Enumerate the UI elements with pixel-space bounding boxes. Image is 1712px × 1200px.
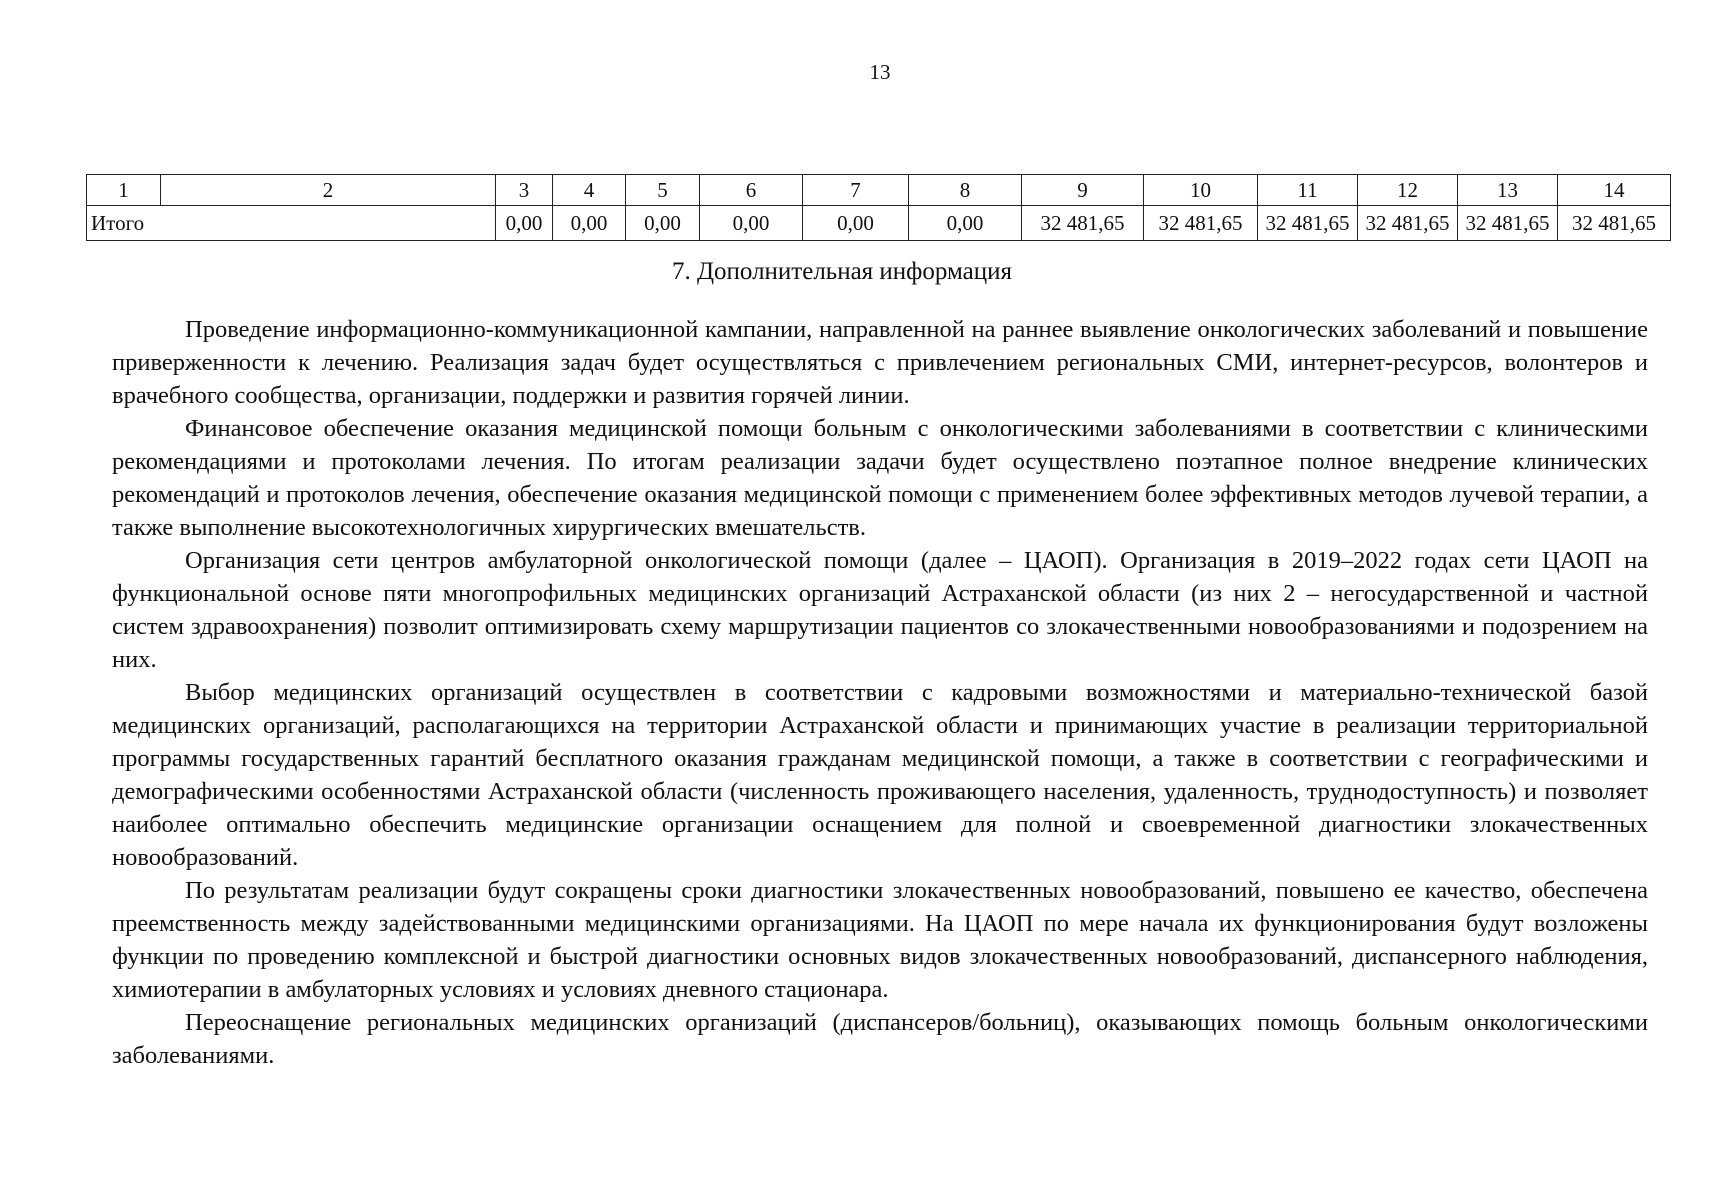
column-number: 10 bbox=[1144, 175, 1258, 206]
paragraph: Переоснащение региональных медицинских организаций (диспансеров/больниц), оказывающих помощь больным онкологическими заболеваниями. bbox=[112, 1009, 1648, 1069]
column-number: 12 bbox=[1358, 175, 1458, 206]
column-number: 4 bbox=[553, 175, 626, 206]
column-number: 13 bbox=[1458, 175, 1558, 206]
total-value: 0,00 bbox=[553, 206, 626, 241]
column-number: 11 bbox=[1258, 175, 1358, 206]
page-number: 13 bbox=[869, 60, 891, 84]
column-number: 6 bbox=[700, 175, 803, 206]
column-number: 3 bbox=[496, 175, 553, 206]
total-label: Итого bbox=[87, 206, 496, 241]
section-body bbox=[112, 313, 1648, 1072]
total-value: 0,00 bbox=[700, 206, 803, 241]
total-value: 0,00 bbox=[626, 206, 700, 241]
column-number: 8 bbox=[909, 175, 1022, 206]
total-value: 32 481,65 bbox=[1558, 206, 1671, 241]
table-total-row bbox=[87, 206, 1671, 241]
paragraph: Проведение информационно-коммуникационной кампании, направленной на раннее выявление онкологических заболеваний и повышение приверженности к лечению. Реализация задач будет осуществляться с привлечением региональных СМИ, интернет-ресурсов, волонтеров и врачебного сообщества, организации, поддержки и развития горячей линии. bbox=[112, 316, 1648, 409]
budget-table bbox=[86, 174, 1671, 241]
column-number: 2 bbox=[161, 175, 496, 206]
paragraph: Выбор медицинских организаций осуществлен в соответствии с кадровыми возможностями и материально-технической базой медицинских организаций, располагающихся на территории Астраханской области и принимающих участие в реализации территориальной программы государственных гарантий бесплатного оказания гражданам медицинской помощи, а также в соответствии с географическими и демографическими особенностями Астраханской области (численность проживающего населения, удаленность, труднодоступность) и позволяет наиболее оптимально обеспечить медицинские организации оснащением для полной и своевременной диагностики злокачественных новообразований. bbox=[112, 679, 1648, 871]
total-value: 32 481,65 bbox=[1258, 206, 1358, 241]
column-number: 1 bbox=[87, 175, 161, 206]
paragraph: Финансовое обеспечение оказания медицинской помощи больным с онкологическими заболеваниями в соответствии с клиническими рекомендациями и протоколами лечения. По итогам реализации задачи будет осуществлено поэтапное полное внедрение клинических рекомендаций и протоколов лечения, обеспечение оказания медицинской помощи с применением более эффективных методов лучевой терапии, а также выполнение высокотехнологичных хирургических вмешательств. bbox=[112, 415, 1648, 541]
column-number: 7 bbox=[803, 175, 909, 206]
total-value: 0,00 bbox=[803, 206, 909, 241]
paragraph: Организация сети центров амбулаторной онкологической помощи (далее – ЦАОП). Организация в 2019–2022 годах сети ЦАОП на функциональной основе пяти многопрофильных медицинских организаций Астраханской области (из них 2 – негосударственной и частной систем здравоохранения) позволит оптимизировать схему маршрутизации пациентов со злокачественными новообразованиями и подозрением на них. bbox=[112, 547, 1648, 673]
column-number: 9 bbox=[1022, 175, 1144, 206]
section-title: 7. Дополнительная информация bbox=[671, 258, 1013, 285]
total-value: 32 481,65 bbox=[1022, 206, 1144, 241]
column-number: 5 bbox=[626, 175, 700, 206]
total-value: 32 481,65 bbox=[1358, 206, 1458, 241]
total-value: 32 481,65 bbox=[1144, 206, 1258, 241]
column-number: 14 bbox=[1558, 175, 1671, 206]
table-header-row bbox=[87, 175, 1671, 206]
total-value: 32 481,65 bbox=[1458, 206, 1558, 241]
total-value: 0,00 bbox=[909, 206, 1022, 241]
total-value: 0,00 bbox=[496, 206, 553, 241]
paragraph: По результатам реализации будут сокращены сроки диагностики злокачественных новообразований, повышено ее качество, обеспечена преемственность между задействованными медицинскими организациями. На ЦАОП по мере начала их функционирования будут возложены функции по проведению комплексной и быстрой диагностики основных видов злокачественных новообразований, диспансерного наблюдения, химиотерапии в амбулаторных условиях и условиях дневного стационара. bbox=[112, 877, 1648, 1003]
